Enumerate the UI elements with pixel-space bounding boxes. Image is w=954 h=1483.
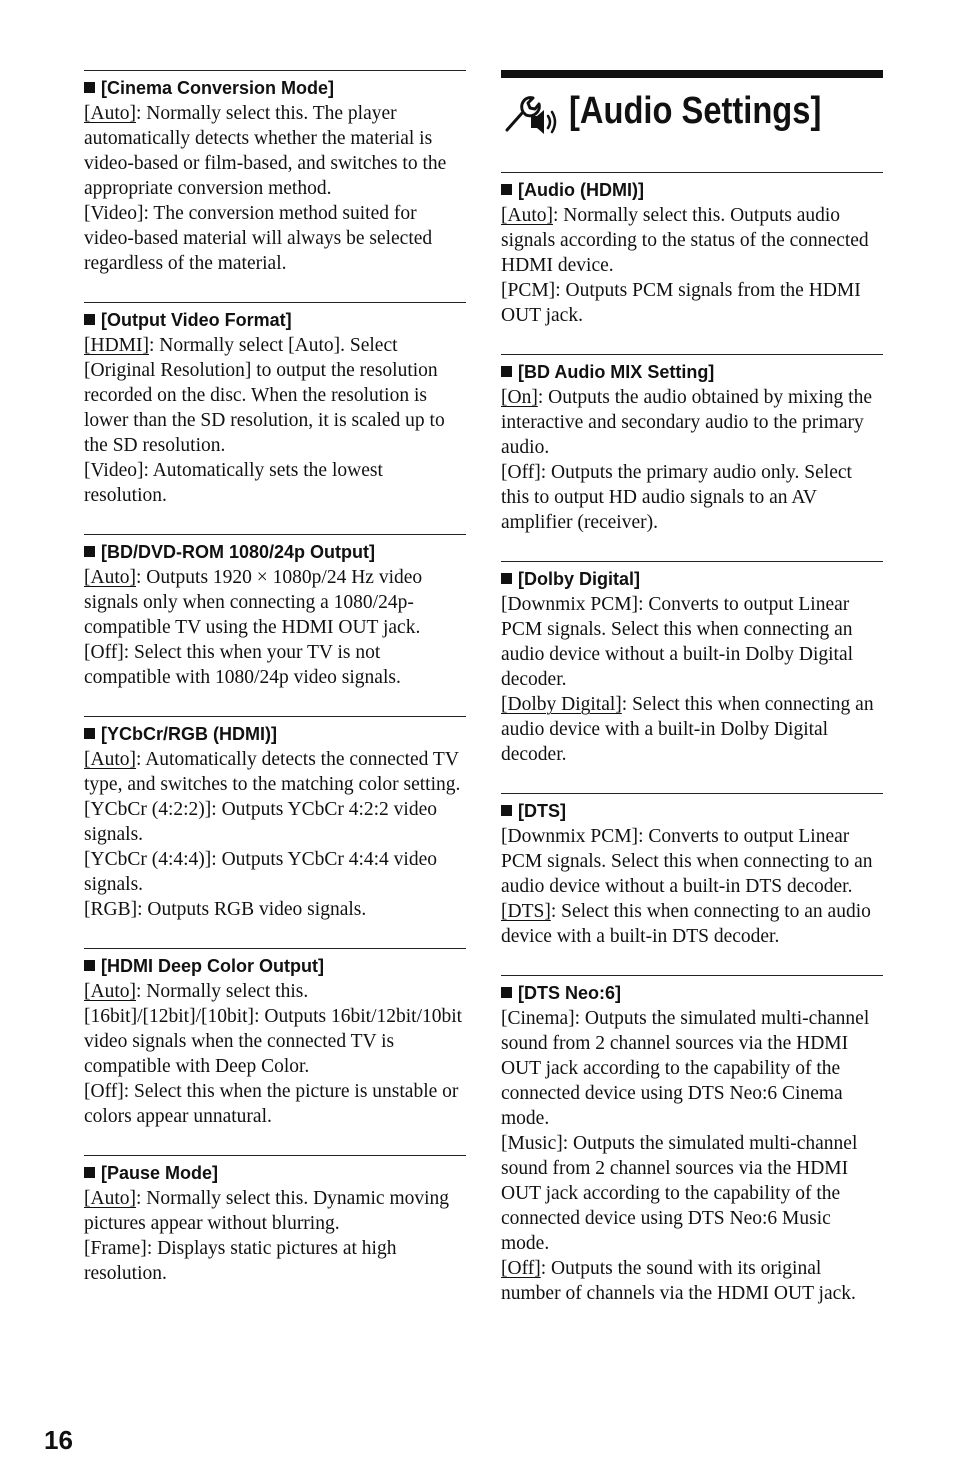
setting-heading [84,77,466,99]
setting-heading [84,1162,466,1184]
default-option-label: [Auto] [84,103,136,124]
option-text: : Outputs the audio obtained by mixing the interactive and secondary audio to the primary audio. [501,387,872,458]
option-text: : Normally select this. Dynamic moving pictures appear without blurring. [84,1188,450,1234]
option-text: : Outputs the sound with its original number of channels via the HDMI OUT jack. [501,1258,856,1304]
option-description [84,1186,466,1236]
option-text: : Select this when the picture is unstable or colors appear unnatural. [84,1081,459,1127]
option-description [501,1256,883,1306]
page-number: 16 [44,1425,73,1455]
option-text: : Normally select [Auto]. Select [Original Resolution] to output the resolution recorded on the disc. When the resolution is lower than the SD resolution, it is scaled up to the SD resolution. [84,335,445,456]
option-label: [Off] [84,1081,124,1102]
black-square-bullet-icon [501,987,512,998]
setting-heading-text: [BD/DVD-ROM 1080/24p Output] [101,542,376,562]
default-option-label: [DTS] [501,901,551,922]
black-square-bullet-icon [84,960,95,971]
black-square-bullet-icon [84,546,95,557]
option-label: [16bit]/[12bit]/[10bit] [84,1006,255,1027]
setting-heading [501,568,883,590]
default-option-label: [Off] [501,1258,541,1279]
setting-section [501,561,883,767]
option-text: : Outputs YCbCr 4:4:4 video signals. [84,849,437,895]
option-label: [Off] [501,462,541,483]
setting-heading-text: [HDMI Deep Color Output] [101,956,324,976]
option-text: : Outputs RGB video signals. [137,899,367,920]
setting-heading-text: [Audio (HDMI)] [518,180,644,200]
option-label: [Video] [84,203,144,224]
option-description [501,899,883,949]
setting-section [84,948,466,1129]
default-option-label: [Auto] [84,567,136,588]
option-description [84,979,466,1004]
setting-section [84,70,466,276]
default-option-label: [On] [501,387,538,408]
black-square-bullet-icon [84,314,95,325]
setting-heading-text: [YCbCr/RGB (HDMI)] [101,724,277,744]
option-description [501,692,883,767]
setting-heading [84,541,466,563]
option-text: : Outputs the simulated multi-channel sound from 2 channel sources via the HDMI OUT jack according to the capability of the connected device using DTS Neo:6 Cinema mode. [501,1008,870,1129]
setting-heading-text: [BD Audio MIX Setting] [518,362,715,382]
option-label: [YCbCr (4:2:2)] [84,799,212,820]
option-description [84,747,466,797]
black-square-bullet-icon [84,728,95,739]
option-description [84,565,466,640]
setting-section [84,534,466,690]
option-description [84,897,466,922]
option-label: [YCbCr (4:4:4)] [84,849,212,870]
black-square-bullet-icon [501,573,512,584]
black-square-bullet-icon [501,805,512,816]
option-text: : Displays static pictures at high resolution. [84,1238,397,1284]
option-text: : Normally select this. Outputs audio signals according to the status of the connected HDMI device. [501,205,869,276]
option-description [84,640,466,690]
setting-section [501,354,883,535]
default-option-label: [Auto] [501,205,553,226]
option-description [84,458,466,508]
option-text: : Automatically detects the connected TV type, and switches to the matching color setting. [84,749,461,795]
black-square-bullet-icon [501,184,512,195]
setting-heading-text: [Output Video Format] [101,310,292,330]
black-square-bullet-icon [84,82,95,93]
setting-heading [84,955,466,977]
option-description [84,1236,466,1286]
option-description [501,385,883,460]
option-description [84,101,466,201]
option-text: : Outputs PCM signals from the HDMI OUT jack. [501,280,861,326]
option-text: : Converts to output Linear PCM signals. Select this when connecting an audio device without a built-in Dolby Digital decoder. [501,594,854,690]
default-option-label: [Dolby Digital] [501,694,622,715]
setting-heading [501,179,883,201]
option-text: : The conversion method suited for video-based material will always be selected regardless of the material. [84,203,433,274]
setting-heading [84,309,466,331]
option-description [501,592,883,692]
setting-section [84,302,466,508]
option-text: : Normally select this. The player automatically detects whether the material is video-based or film-based, and switches to the appropriate conversion method. [84,103,447,199]
option-description [501,1006,883,1131]
option-label: [Cinema] [501,1008,575,1029]
setting-heading-text: [Dolby Digital] [518,569,640,589]
option-description [501,460,883,535]
option-text: : Outputs the simulated multi-channel sound from 2 channel sources via the HDMI OUT jack according to the capability of the connected device using DTS Neo:6 Music mode. [501,1133,858,1254]
option-text: : Select this when your TV is not compatible with 1080/24p video signals. [84,642,401,688]
left-column [84,70,466,1312]
option-label: [Music] [501,1133,563,1154]
option-text: : Converts to output Linear PCM signals. Select this when connecting to an audio device without a built-in DTS decoder. [501,826,873,897]
black-square-bullet-icon [501,366,512,377]
page-title: [Audio Settings] [569,90,822,132]
option-description [84,201,466,276]
setting-section [84,716,466,922]
option-text: : Normally select this. [136,981,309,1002]
option-text: : Outputs 1920 × 1080p/24 Hz video signals only when connecting a 1080/24p-compatible TV using the HDMI OUT jack. [84,567,423,638]
default-option-label: [Auto] [84,981,136,1002]
section-title-block [501,70,883,162]
option-description [84,1004,466,1079]
option-description [84,797,466,847]
right-column [501,70,883,1332]
default-option-label: [Auto] [84,749,136,770]
default-option-label: [Auto] [84,1188,136,1209]
option-label: [Video] [84,460,144,481]
option-description [501,824,883,899]
option-label: [PCM] [501,280,556,301]
setting-heading-text: [DTS] [518,801,566,821]
setting-heading [501,982,883,1004]
option-text: : Automatically sets the lowest resolution. [84,460,383,506]
option-description [501,278,883,328]
setting-section [84,1155,466,1286]
option-description [84,333,466,458]
option-label: [RGB] [84,899,138,920]
setting-section [501,975,883,1306]
option-description [501,203,883,278]
setting-heading-text: [Cinema Conversion Mode] [101,78,335,98]
option-text: : Select this when connecting an audio device with a built-in Dolby Digital decoder. [501,694,874,765]
option-description [84,847,466,897]
option-label: [Downmix PCM] [501,594,639,615]
option-label: [Downmix PCM] [501,826,639,847]
option-label: [Off] [84,642,124,663]
option-text: : Select this when connecting to an audio device with a built-in DTS decoder. [501,901,871,947]
audio-settings-icon [501,90,561,138]
setting-heading-text: [Pause Mode] [101,1163,219,1183]
audio-sections [501,172,883,1306]
option-text: : Outputs YCbCr 4:2:2 video signals. [84,799,437,845]
option-text: : Outputs 16bit/12bit/10bit video signals when the connected TV is compatible with Deep Color. [84,1006,463,1077]
setting-section [501,793,883,949]
setting-heading-text: [DTS Neo:6] [518,983,621,1003]
option-description [84,1079,466,1129]
option-label: [Frame] [84,1238,147,1259]
setting-heading [84,723,466,745]
default-option-label: [HDMI] [84,335,149,356]
option-description [501,1131,883,1256]
option-text: : Outputs the primary audio only. Select this to output HD audio signals to an AV amplifier (receiver). [501,462,852,533]
setting-heading [501,800,883,822]
setting-heading [501,361,883,383]
setting-section [501,172,883,328]
black-square-bullet-icon [84,1167,95,1178]
